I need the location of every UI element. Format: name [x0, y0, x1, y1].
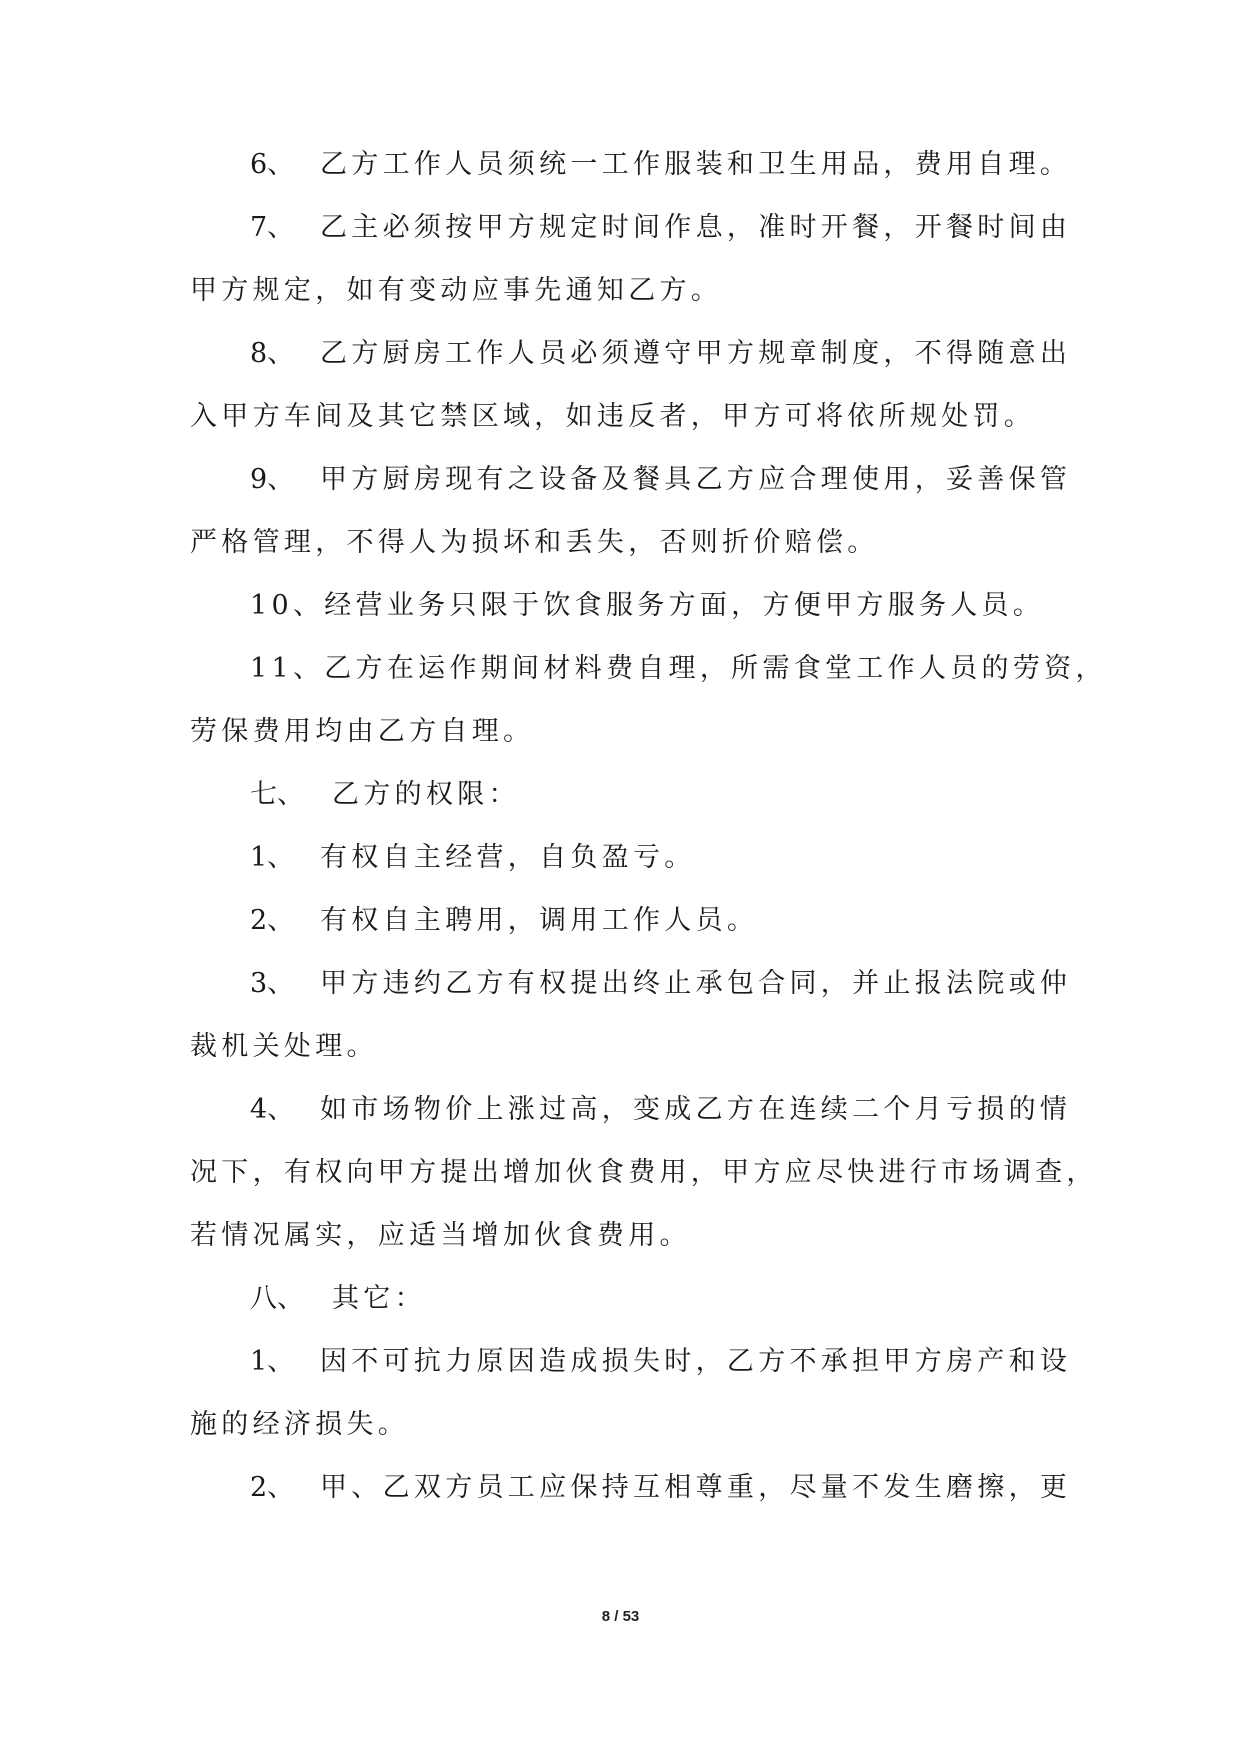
line-text: 乙主必须按甲方规定时间作息，准时开餐，开餐时间由	[320, 212, 1072, 243]
item-number: 6、	[250, 149, 295, 180]
line-text: 若情况属实，应适当增加伙食费用。	[190, 1220, 691, 1251]
line-text: 因不可抗力原因造成损失时，乙方不承担甲方房产和设	[320, 1346, 1072, 1377]
item-number: 8、	[250, 338, 295, 369]
paragraph-line	[190, 1155, 1098, 1191]
line-text: 有权自主聘用，调用工作人员。	[320, 905, 759, 936]
line-text: 劳保费用均由乙方自理。	[190, 716, 535, 747]
item-number: 1、	[250, 1346, 295, 1377]
line-text: 10、经营业务只限于饮食服务方面，方便甲方服务人员。	[250, 590, 1045, 621]
line-text: 有权自主经营，自负盈亏。	[320, 842, 696, 873]
item-number: 2、	[250, 905, 295, 936]
section-number: 七、	[250, 779, 304, 810]
item-number: 2、	[250, 1472, 295, 1503]
paragraph-line	[190, 714, 534, 750]
section-title: 其它：	[332, 1283, 426, 1314]
section-title: 乙方的权限：	[332, 779, 520, 810]
item-number: 9、	[250, 464, 295, 495]
paragraph-line	[190, 1218, 691, 1254]
paragraph-line	[250, 1470, 1071, 1506]
paragraph-line	[250, 651, 1107, 687]
line-text: 如市场物价上涨过高，变成乙方在连续二个月亏损的情	[320, 1094, 1072, 1125]
section-heading	[250, 1281, 426, 1317]
line-text: 裁机关处理。	[190, 1031, 378, 1062]
line-text: 况下，有权向甲方提出增加伙食费用，甲方应尽快进行市场调查，	[190, 1157, 1098, 1188]
item-number: 7、	[250, 212, 295, 243]
paragraph-line	[190, 399, 1035, 435]
paragraph-line	[250, 1344, 1071, 1380]
line-text: 乙方厨房工作人员必须遵守甲方规章制度，不得随意出	[320, 338, 1072, 369]
item-number: 3、	[250, 968, 295, 999]
line-text: 甲方厨房现有之设备及餐具乙方应合理使用，妥善保管	[320, 464, 1072, 495]
line-text: 乙方工作人员须统一工作服装和卫生用品，费用自理。	[320, 149, 1072, 180]
paragraph-line	[250, 1092, 1071, 1128]
line-text: 11、乙方在运作期间材料费自理，所需食堂工作人员的劳资，	[250, 653, 1107, 684]
paragraph-line	[250, 210, 1071, 246]
paragraph-line	[190, 1407, 409, 1443]
line-text: 甲、乙双方员工应保持互相尊重，尽量不发生磨擦，更	[320, 1472, 1072, 1503]
line-text: 严格管理，不得人为损坏和丢失，否则折价赔偿。	[190, 527, 879, 558]
line-text: 甲方违约乙方有权提出终止承包合同，并止报法院或仲	[320, 968, 1072, 999]
paragraph-line	[250, 588, 1044, 624]
section-heading	[250, 777, 520, 813]
paragraph-line	[190, 525, 879, 561]
paragraph-line	[250, 336, 1071, 372]
paragraph-line	[250, 462, 1071, 498]
section-number: 八、	[250, 1283, 304, 1314]
line-text: 入甲方车间及其它禁区域，如违反者，甲方可将依所规处罚。	[190, 401, 1036, 432]
paragraph-line	[250, 147, 1071, 183]
paragraph-line	[250, 903, 758, 939]
line-text: 施的经济损失。	[190, 1409, 410, 1440]
line-text: 甲方规定，如有变动应事先通知乙方。	[190, 275, 723, 306]
item-number: 4、	[250, 1094, 295, 1125]
page-number: 8 / 53	[601, 1608, 640, 1625]
item-number: 1、	[250, 842, 295, 873]
paragraph-line	[250, 966, 1071, 1002]
paragraph-line	[190, 1029, 378, 1065]
paragraph-line	[250, 840, 696, 876]
paragraph-line	[190, 273, 722, 309]
